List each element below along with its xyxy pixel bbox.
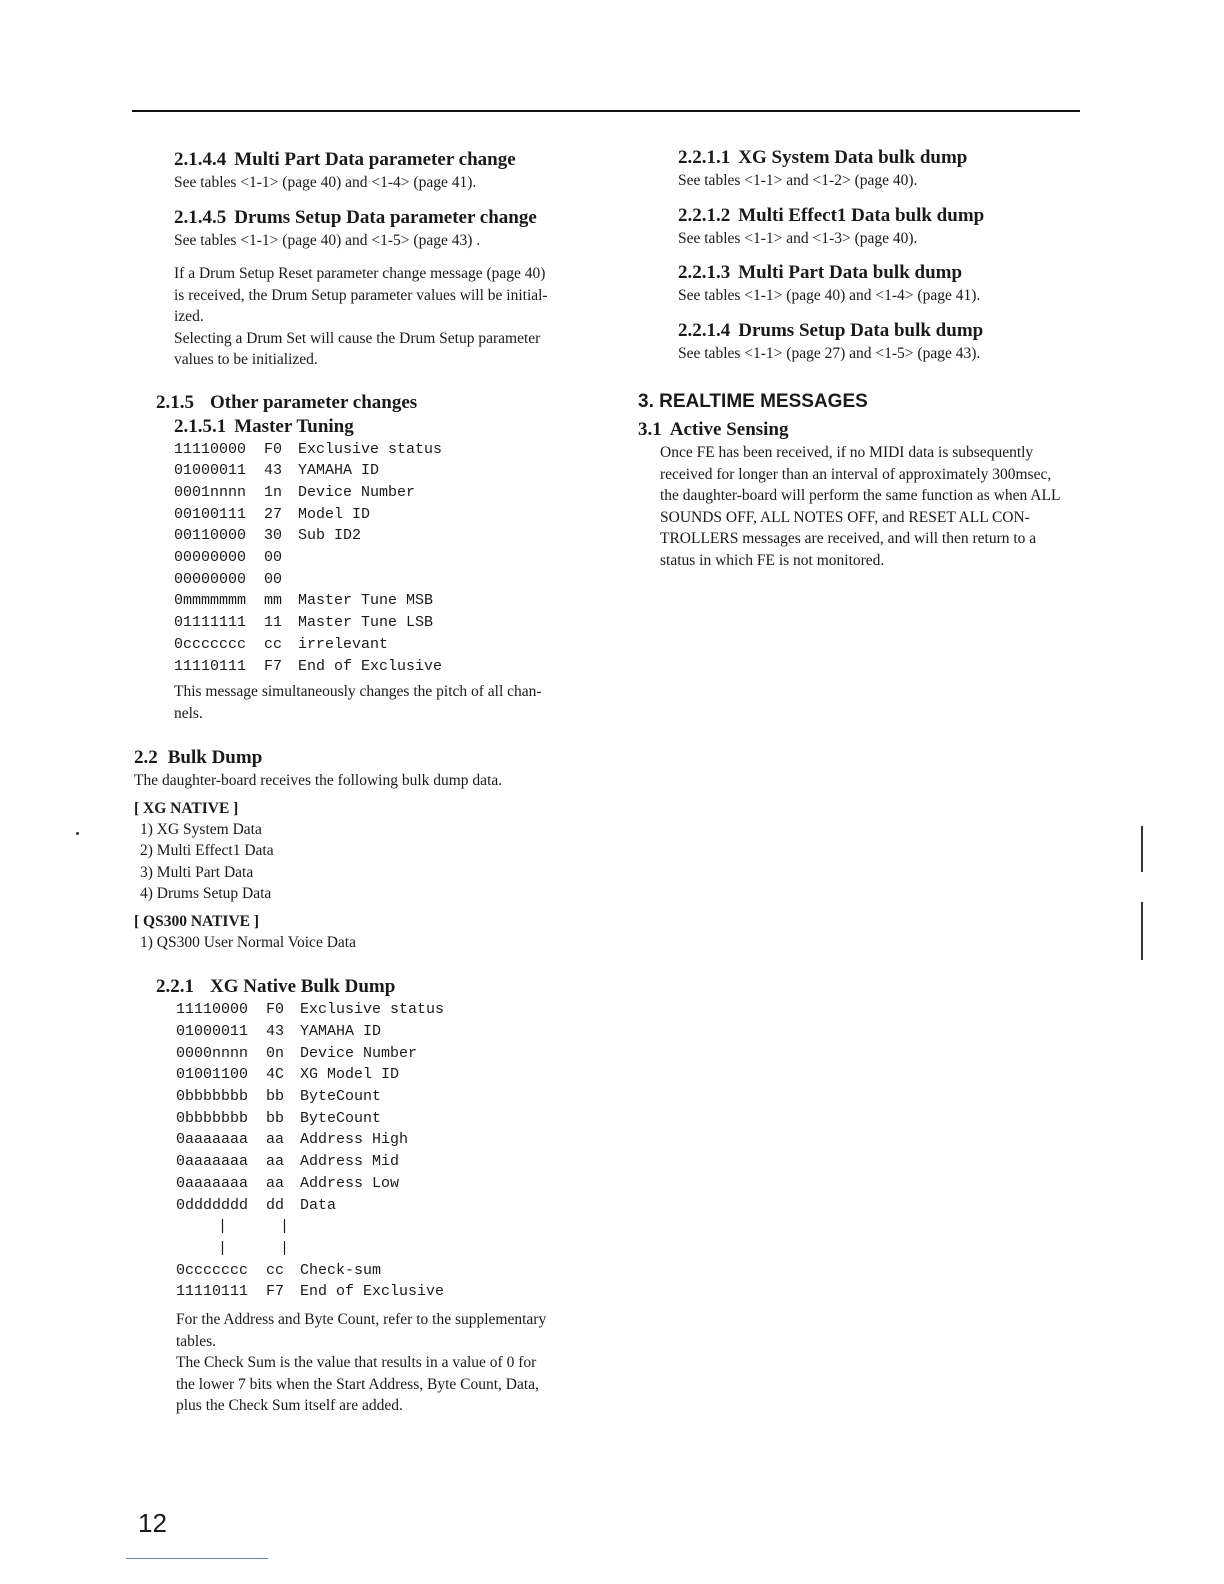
xg-native-bulk-dump-block bbox=[176, 999, 594, 1416]
binary-value: 00110000 bbox=[174, 527, 247, 545]
hex-value: 4C bbox=[266, 1066, 285, 1084]
message-byte-row bbox=[174, 439, 594, 461]
binary-value: 0ccccccc bbox=[176, 1261, 249, 1279]
section-text: See tables <1-1> (page 40) and <1-4> (page 41). bbox=[174, 174, 477, 191]
byte-description: Master Tune MSB bbox=[298, 592, 434, 610]
section-number: 3.1 bbox=[638, 419, 662, 440]
binary-value: 01000011 bbox=[174, 462, 247, 480]
list-item: 4) Drums Setup Data bbox=[140, 885, 272, 903]
section-number: 2.2 bbox=[134, 747, 158, 769]
list-item: 3) Multi Part Data bbox=[140, 863, 254, 881]
binary-value: 11110000 bbox=[176, 1001, 249, 1019]
section-heading bbox=[156, 975, 594, 999]
byte-description: Device Number bbox=[300, 1044, 418, 1062]
page-number: 12 bbox=[138, 1508, 167, 1538]
message-byte-row bbox=[174, 482, 594, 504]
binary-value: 00000000 bbox=[174, 570, 247, 588]
section-2-2-1 bbox=[156, 975, 594, 999]
message-byte-row bbox=[176, 1281, 594, 1303]
section-2-1-5-1 bbox=[174, 415, 594, 725]
binary-value: 11110111 bbox=[174, 657, 247, 675]
section-text: The daughter-board receives the following bulk dump data. bbox=[134, 772, 503, 790]
section-heading bbox=[174, 206, 594, 230]
binary-value: 0mmmmmmm bbox=[174, 592, 247, 610]
section-title: Active Sensing bbox=[669, 419, 789, 440]
section-heading bbox=[174, 415, 594, 439]
message-byte-row bbox=[176, 1173, 594, 1195]
byte-description: Model ID bbox=[298, 505, 371, 523]
hex-value: aa bbox=[266, 1131, 285, 1149]
binary-value: 00100111 bbox=[174, 505, 247, 523]
hex-value: cc bbox=[266, 1261, 285, 1279]
section-heading bbox=[156, 391, 594, 415]
drum-reset-paragraph bbox=[174, 263, 594, 371]
paragraph-line: plus the Check Sum itself are added. bbox=[176, 1397, 403, 1415]
section-heading bbox=[678, 319, 1088, 343]
paragraph-line: This message simultaneously changes the pitch of all chan- bbox=[174, 683, 542, 701]
section-title: Drums Setup Data parameter change bbox=[234, 206, 537, 228]
hex-value: bb bbox=[266, 1109, 285, 1127]
message-byte-row bbox=[174, 569, 594, 591]
xg-native-tag: [ XG NATIVE ] bbox=[134, 799, 239, 817]
section-number: 2.2.1 bbox=[156, 976, 194, 998]
hex-value: aa bbox=[266, 1153, 285, 1171]
section-heading bbox=[678, 146, 1088, 170]
binary-value: 0bbbbbbb bbox=[176, 1088, 249, 1106]
binary-value: 0aaaaaaa bbox=[176, 1174, 249, 1192]
section-text: See tables <1-1> and <1-3> (page 40). bbox=[678, 229, 918, 247]
section-title: Drums Setup Data bulk dump bbox=[738, 319, 984, 341]
section-text: See tables <1-1> (page 27) and <1-5> (page 43). bbox=[678, 344, 981, 362]
section-title: XG System Data bulk dump bbox=[738, 147, 968, 168]
master-tuning-message bbox=[174, 439, 594, 678]
paragraph-line: the lower 7 bits when the Start Address, Byte Count, Data, bbox=[176, 1375, 539, 1393]
binary-value: 0bbbbbbb bbox=[176, 1109, 249, 1127]
hex-value: 1n bbox=[264, 483, 283, 501]
hex-value: cc bbox=[264, 635, 283, 653]
paragraph-line: is received, the Drum Setup parameter values will be initial- bbox=[174, 286, 548, 304]
byte-description: Address Mid bbox=[300, 1153, 400, 1171]
qs300-native-list bbox=[140, 932, 594, 954]
binary-value: 0000nnnn bbox=[176, 1044, 249, 1062]
message-byte-row bbox=[176, 1151, 594, 1173]
paragraph-line: nels. bbox=[174, 704, 203, 722]
message-byte-row bbox=[176, 1086, 594, 1108]
message-byte-row bbox=[174, 547, 594, 569]
hex-value: 00 bbox=[264, 549, 283, 567]
hex-value: F7 bbox=[264, 657, 283, 675]
byte-description: ByteCount bbox=[300, 1109, 382, 1127]
hex-value: bb bbox=[266, 1088, 285, 1106]
section-3 bbox=[638, 390, 1088, 571]
xg-bulk-dump-tail bbox=[176, 1260, 594, 1303]
paragraph-line: For the Address and Byte Count, refer to the supplementary bbox=[176, 1311, 547, 1329]
hex-value: mm bbox=[264, 592, 283, 610]
byte-description: Data bbox=[300, 1196, 337, 1214]
message-byte-row bbox=[176, 1108, 594, 1130]
section-2-2-1-4 bbox=[678, 319, 1088, 365]
byte-description: Exclusive status bbox=[298, 440, 443, 458]
message-byte-row bbox=[174, 634, 594, 656]
message-byte-row bbox=[174, 460, 594, 482]
byte-description: XG Model ID bbox=[300, 1066, 400, 1084]
byte-description: Exclusive status bbox=[300, 1001, 445, 1019]
byte-description: Check-sum bbox=[300, 1261, 382, 1279]
byte-description: Device Number bbox=[298, 483, 416, 501]
margin-mark bbox=[1141, 902, 1143, 960]
binary-value: 0ccccccc bbox=[174, 635, 247, 653]
section-2-2 bbox=[134, 746, 594, 953]
left-column bbox=[134, 148, 594, 1417]
section-2-1-5 bbox=[156, 391, 594, 415]
paragraph-line: SOUNDS OFF, ALL NOTES OFF, and RESET ALL CON- bbox=[660, 508, 1030, 526]
hex-value: 00 bbox=[264, 570, 283, 588]
section-number: 2.2.1.3 bbox=[678, 262, 731, 283]
binary-value: 0aaaaaaa bbox=[176, 1153, 249, 1171]
list-item: 2) Multi Effect1 Data bbox=[140, 842, 274, 860]
byte-description: End of Exclusive bbox=[300, 1283, 445, 1301]
section-2-1-4-5 bbox=[174, 206, 594, 252]
section-heading bbox=[638, 418, 1088, 442]
paragraph-line: TROLLERS messages are received, and will then return to a bbox=[660, 530, 1037, 547]
xg-bulk-dump-message bbox=[176, 999, 594, 1216]
message-byte-row bbox=[176, 1260, 594, 1282]
section-heading: 3. REALTIME MESSAGES bbox=[638, 391, 868, 412]
section-number: 2.2.1.2 bbox=[678, 204, 731, 226]
hex-value: 43 bbox=[264, 462, 283, 480]
message-byte-row bbox=[176, 1129, 594, 1151]
section-heading bbox=[678, 204, 1088, 228]
paragraph-line: Selecting a Drum Set will cause the Drum Setup parameter bbox=[174, 329, 541, 347]
message-byte-row bbox=[176, 1043, 594, 1065]
hex-value: aa bbox=[266, 1174, 285, 1192]
section-2-1-4-4 bbox=[174, 148, 594, 194]
message-byte-row bbox=[174, 590, 594, 612]
section-title: Multi Part Data bulk dump bbox=[738, 262, 963, 283]
hex-value: 0n bbox=[266, 1044, 285, 1062]
section-heading bbox=[174, 148, 594, 172]
section-2-2-1-3 bbox=[678, 261, 1088, 307]
binary-value: 0aaaaaaa bbox=[176, 1131, 249, 1149]
active-sensing-paragraph bbox=[660, 442, 1088, 571]
binary-value: 01000011 bbox=[176, 1022, 249, 1040]
binary-value: 0001nnnn bbox=[174, 483, 247, 501]
paragraph-line: If a Drum Setup Reset parameter change message (page 40) bbox=[174, 265, 546, 282]
section-text: See tables <1-1> (page 40) and <1-5> (page 43) . bbox=[174, 231, 481, 249]
byte-description: irrelevant bbox=[298, 635, 389, 653]
binary-value: 11110111 bbox=[176, 1283, 249, 1301]
hex-value: F7 bbox=[266, 1283, 285, 1301]
section-heading bbox=[134, 746, 594, 770]
section-text: See tables <1-1> and <1-2> (page 40). bbox=[678, 172, 918, 189]
paragraph-line: values to be initialized. bbox=[174, 351, 318, 368]
binary-value: 11110000 bbox=[174, 440, 247, 458]
message-byte-row bbox=[174, 612, 594, 634]
message-byte-row bbox=[176, 1064, 594, 1086]
hex-value: 30 bbox=[264, 527, 283, 545]
byte-description: Address High bbox=[300, 1131, 409, 1149]
section-title: Multi Effect1 Data bulk dump bbox=[738, 204, 985, 226]
paragraph-line: status in which FE is not monitored. bbox=[660, 551, 885, 569]
hex-value: dd bbox=[266, 1196, 285, 1214]
section-number: 2.1.4.5 bbox=[174, 206, 227, 228]
section-2-2-1-1 bbox=[678, 146, 1088, 192]
binary-value: 01111111 bbox=[174, 614, 247, 632]
binary-value: 01001100 bbox=[176, 1066, 249, 1084]
xg-native-list bbox=[140, 819, 594, 905]
message-byte-row bbox=[176, 1021, 594, 1043]
qs300-native-tag: [ QS300 NATIVE ] bbox=[134, 912, 260, 930]
message-byte-row bbox=[174, 504, 594, 526]
message-byte-row bbox=[176, 999, 594, 1021]
section-number: 2.1.5.1 bbox=[174, 415, 227, 437]
section-title: Bulk Dump bbox=[167, 747, 263, 769]
margin-dot bbox=[76, 832, 79, 835]
paragraph-line: tables. bbox=[176, 1332, 217, 1350]
section-title: XG Native Bulk Dump bbox=[210, 976, 396, 998]
section-number: 2.1.5 bbox=[156, 391, 194, 413]
section-title: Multi Part Data parameter change bbox=[234, 149, 516, 170]
list-item: 1) XG System Data bbox=[140, 820, 262, 838]
margin-mark bbox=[1141, 826, 1143, 872]
binary-value: 0ddddddd bbox=[176, 1196, 249, 1214]
section-heading bbox=[678, 261, 1088, 285]
bottom-rule bbox=[126, 1558, 268, 1559]
list-item: 1) QS300 User Normal Voice Data bbox=[140, 933, 356, 951]
section-number: 2.1.4.4 bbox=[174, 149, 227, 170]
section-number: 2.2.1.1 bbox=[678, 147, 731, 168]
paragraph-line: the daughter-board will perform the same function as when ALL bbox=[660, 487, 1061, 504]
paragraph-line: ized. bbox=[174, 308, 204, 325]
section-title: Other parameter changes bbox=[210, 391, 418, 413]
section-text: See tables <1-1> (page 40) and <1-4> (page 41). bbox=[678, 287, 981, 304]
section-number: 2.2.1.4 bbox=[678, 319, 731, 341]
continuation-marks: | | | | bbox=[218, 1218, 290, 1257]
right-column bbox=[638, 146, 1088, 571]
message-byte-row bbox=[174, 656, 594, 678]
byte-description: YAMAHA ID bbox=[298, 462, 380, 480]
byte-description: Sub ID2 bbox=[298, 527, 362, 545]
hex-value: 43 bbox=[266, 1022, 285, 1040]
byte-description: YAMAHA ID bbox=[300, 1022, 382, 1040]
message-byte-row bbox=[174, 525, 594, 547]
byte-description: End of Exclusive bbox=[298, 657, 443, 675]
byte-description: ByteCount bbox=[300, 1088, 382, 1106]
hex-value: F0 bbox=[266, 1001, 285, 1019]
section-2-2-1-2 bbox=[678, 204, 1088, 250]
byte-description: Master Tune LSB bbox=[298, 614, 434, 632]
paragraph-line: The Check Sum is the value that results in a value of 0 for bbox=[176, 1354, 537, 1372]
hex-value: 27 bbox=[264, 505, 283, 523]
binary-value: 00000000 bbox=[174, 549, 247, 567]
hex-value: 11 bbox=[264, 614, 283, 632]
top-rule bbox=[132, 110, 1080, 112]
hex-value: F0 bbox=[264, 440, 283, 458]
message-byte-row bbox=[176, 1195, 594, 1217]
byte-description: Address Low bbox=[300, 1174, 400, 1192]
paragraph-line: Once FE has been received, if no MIDI data is subsequently bbox=[660, 444, 1034, 461]
section-title: Master Tuning bbox=[234, 415, 354, 437]
paragraph-line: received for longer than an interval of approximately 300msec, bbox=[660, 465, 1052, 483]
